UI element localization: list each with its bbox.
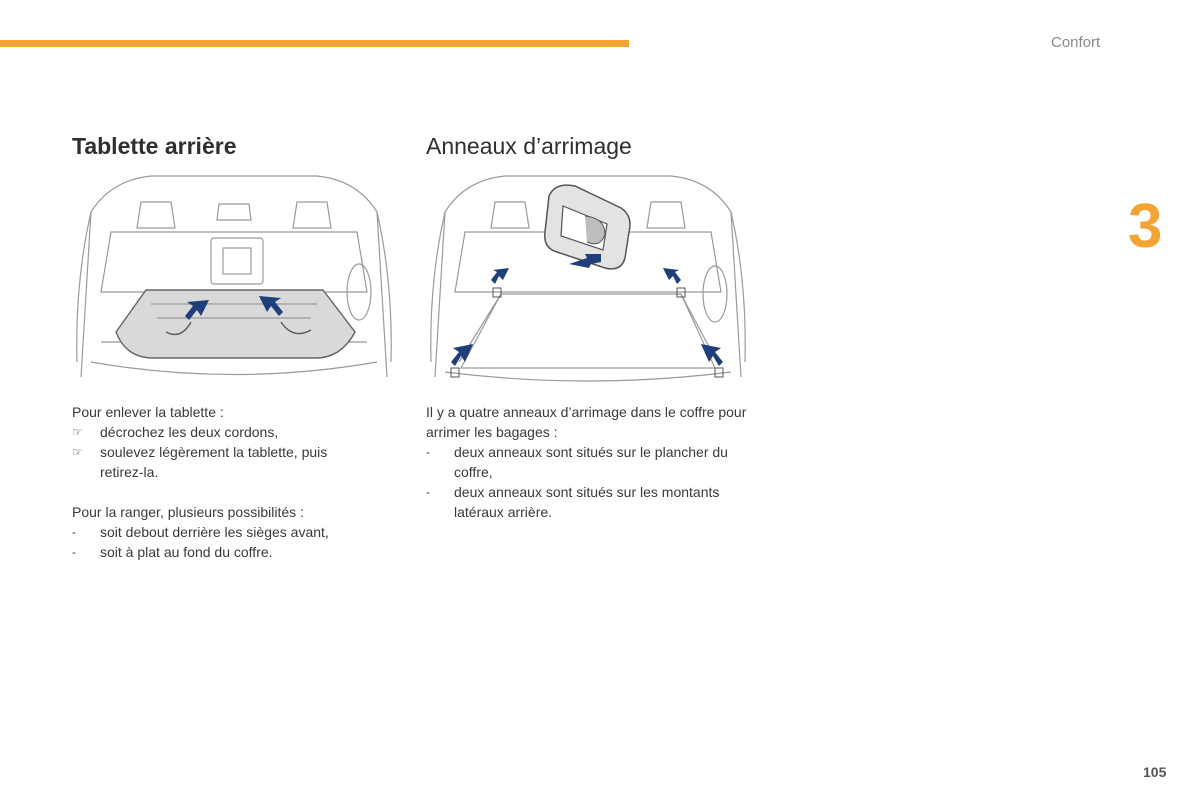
store-intro: Pour la ranger, plusieurs possibilités : bbox=[72, 504, 304, 520]
list-item bbox=[72, 442, 372, 482]
ring-location-text: deux anneaux sont situés sur le plancher du coffre, bbox=[454, 444, 728, 480]
page-number: 105 bbox=[1143, 764, 1167, 780]
list-item bbox=[72, 422, 372, 442]
parcel-shelf bbox=[116, 290, 355, 358]
dash-bullet: - bbox=[426, 485, 430, 499]
option-text: soit debout derrière les sièges avant, bbox=[100, 524, 329, 540]
pointing-hand-icon: ☞ bbox=[72, 445, 83, 459]
tablette-heading: Tablette arrière bbox=[72, 133, 237, 159]
ring-location-text: deux anneaux sont situés sur les montants latéraux arrière. bbox=[454, 484, 720, 520]
chapter-number: 3 bbox=[1128, 192, 1163, 261]
dash-bullet: - bbox=[72, 545, 76, 559]
pointing-hand-icon: ☞ bbox=[72, 425, 83, 439]
list-item bbox=[72, 542, 372, 562]
remove-intro: Pour enlever la tablette : bbox=[72, 404, 224, 420]
parcel-shelf-illustration bbox=[71, 172, 397, 392]
tie-down-rings-illustration bbox=[425, 172, 751, 392]
option-text: soit à plat au fond du coffre. bbox=[100, 544, 273, 560]
list-item bbox=[426, 442, 756, 482]
anneaux-heading: Anneaux d’arrimage bbox=[426, 133, 632, 159]
list-item bbox=[426, 482, 756, 522]
tablette-instructions bbox=[72, 402, 372, 562]
list-item bbox=[72, 522, 372, 542]
section-label: Confort bbox=[1051, 34, 1101, 51]
step-text: décrochez les deux cordons, bbox=[100, 424, 279, 440]
dash-bullet: - bbox=[72, 525, 76, 539]
dash-bullet: - bbox=[426, 445, 430, 459]
top-accent-bar bbox=[0, 40, 629, 47]
step-text: soulevez légèrement la tablette, puis retirez-la. bbox=[100, 444, 328, 480]
anneaux-description bbox=[426, 402, 756, 522]
rings-intro: Il y a quatre anneaux d’arrimage dans le coffre pour arrimer les bagages : bbox=[426, 404, 747, 440]
